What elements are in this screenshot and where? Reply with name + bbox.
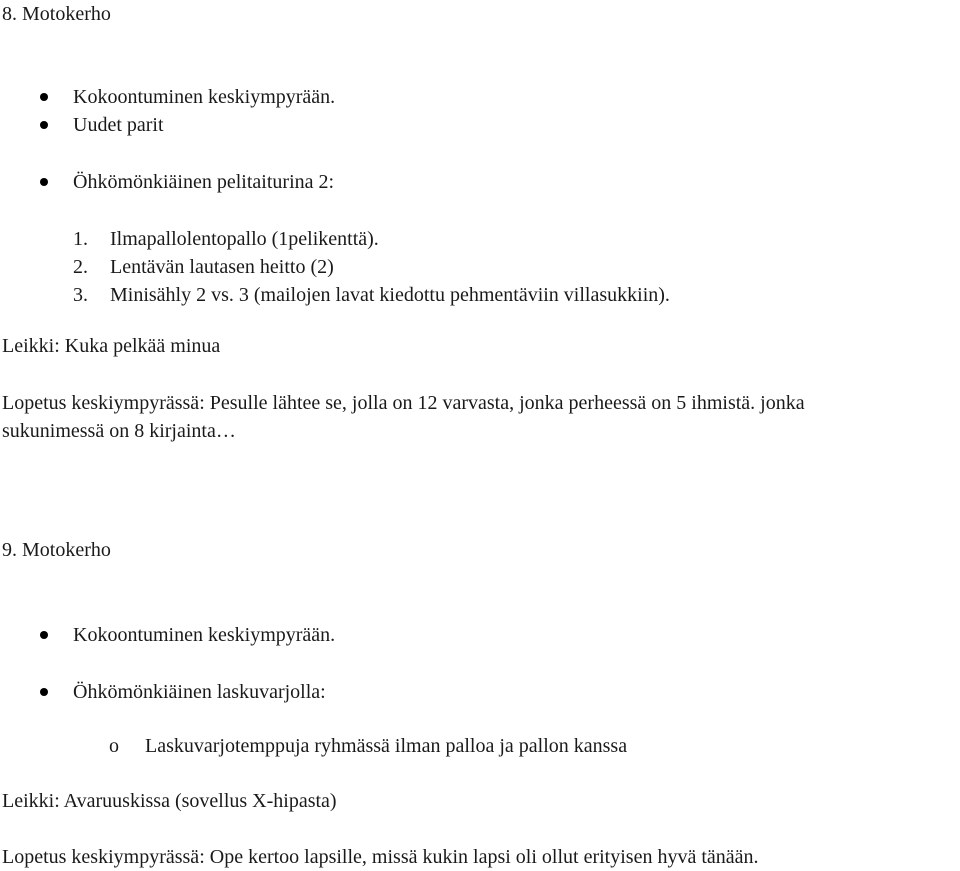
bullet-icon <box>40 688 48 696</box>
bullet-icon <box>40 178 48 186</box>
section-8-game: Leikki: Kuka pelkää minua <box>2 335 221 357</box>
section-9-ending: Lopetus keskiympyrässä: Ope kertoo lapsille, missä kukin lapsi oli ollut erityisen hyvä tänään. <box>2 846 759 868</box>
section-9-game: Leikki: Avaruuskissa (sovellus X-hipasta) <box>2 790 337 812</box>
numbered-item-1-number: 1. <box>73 228 88 250</box>
numbered-item-1-text: Ilmapallolentopallo (1pelikenttä). <box>110 228 379 250</box>
section-8-bullet-2: Uudet parit <box>73 114 164 136</box>
section-9-bullet-2: Öhkömönkiäinen laskuvarjolla: <box>73 681 326 703</box>
numbered-item-3-text: Minisähly 2 vs. 3 (mailojen lavat kiedottu pehmentäviin villasukkiin). <box>110 284 670 306</box>
section-9-sub-item: Laskuvarjotemppuja ryhmässä ilman palloa ja pallon kanssa <box>145 735 628 757</box>
sub-bullet-marker: o <box>109 735 119 757</box>
bullet-icon <box>40 121 48 129</box>
bullet-icon <box>40 93 48 101</box>
section-8-ending-line-1: Lopetus keskiympyrässä: Pesulle lähtee se, jolla on 12 varvasta, jonka perheessä on 5 ihmistä. jonka <box>2 392 805 414</box>
bullet-icon <box>40 631 48 639</box>
numbered-item-2-text: Lentävän lautasen heitto (2) <box>110 256 334 278</box>
numbered-item-2-number: 2. <box>73 256 88 278</box>
section-8-ending-line-2: sukunimessä on 8 kirjainta… <box>2 420 236 442</box>
numbered-item-3-number: 3. <box>73 284 88 306</box>
section-8-bullet-1: Kokoontuminen keskiympyrään. <box>73 86 336 108</box>
section-8-bullet-3: Öhkömönkiäinen pelitaiturina 2: <box>73 171 335 193</box>
section-8-heading: 8. Motokerho <box>2 3 111 25</box>
section-9-bullet-1: Kokoontuminen keskiympyrään. <box>73 624 336 646</box>
section-9-heading: 9. Motokerho <box>2 539 111 561</box>
